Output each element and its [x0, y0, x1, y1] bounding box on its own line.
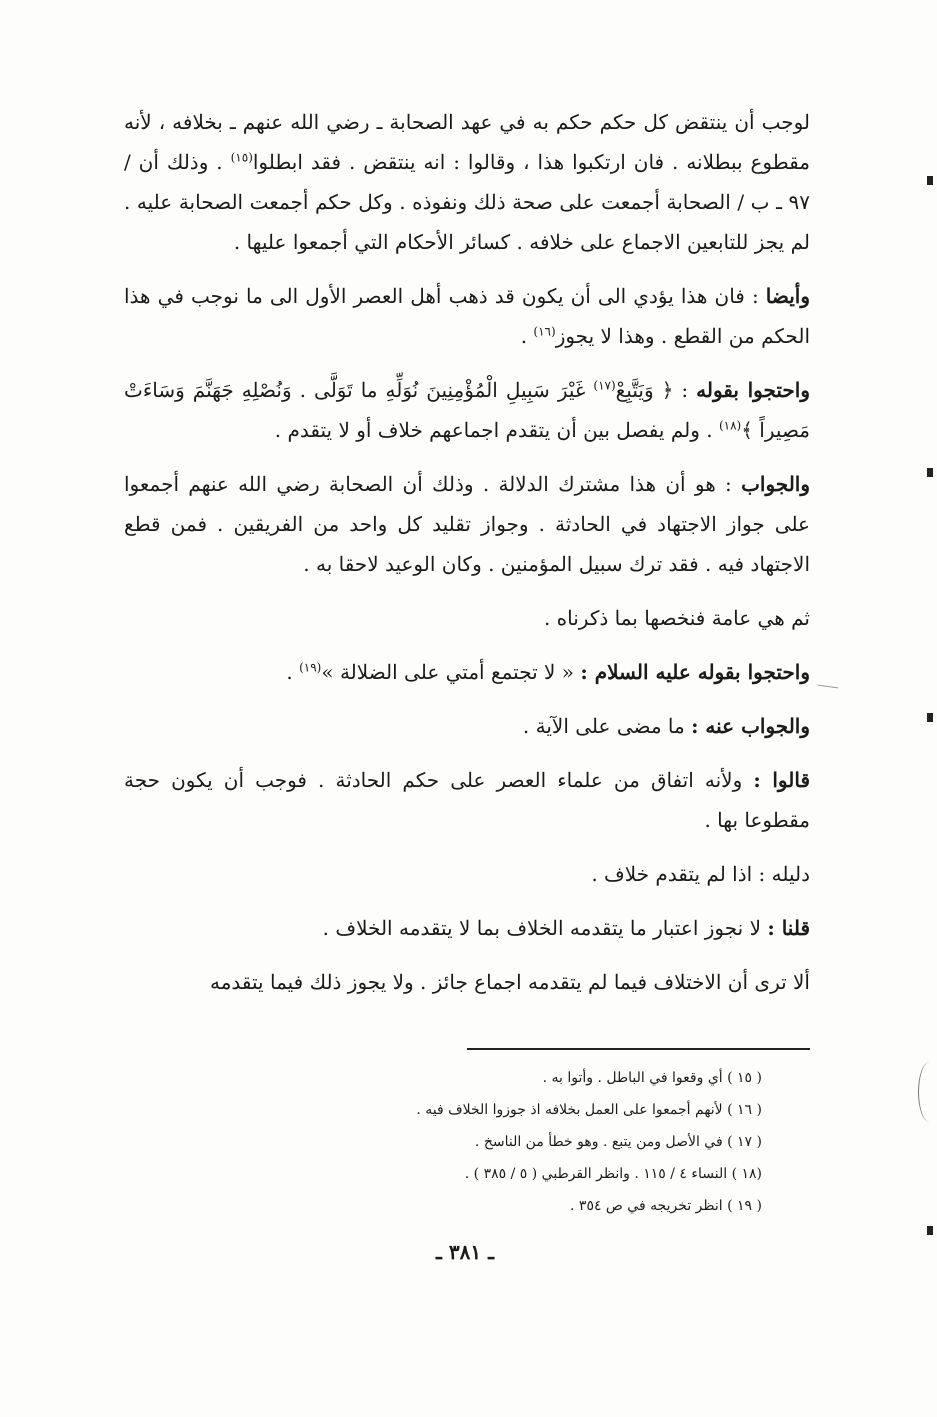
paragraph-text: لا نجوز اعتبار ما يتقدمه الخلاف بما لا يتقدمه الخلاف .: [322, 916, 768, 940]
paragraph-8: [124, 760, 810, 840]
paragraph-5: [124, 598, 810, 638]
paragraph-lead: واحتجوا بقوله: [696, 378, 810, 402]
paragraph-10: [124, 908, 810, 948]
footnote-ref: (١٨): [718, 418, 742, 433]
paragraph-text: ما مضى على الآية .: [522, 714, 692, 738]
hadith-quote: « لا تجتمع أمتي على الضلالة »: [321, 660, 581, 684]
footnote-17: ( ١٧ ) في الأصل ومن يتبع . وهو خطأ من الناسخ .: [474, 1134, 762, 1150]
paragraph-text: .: [286, 660, 300, 684]
footnote-15: ( ١٥ ) أي وقعوا في الباطل . وأتوا به .: [542, 1070, 762, 1086]
paragraph-11: [124, 962, 810, 1002]
paragraph-lead: قالوا :: [753, 768, 811, 792]
footnote-18: (١٨ ) النساء ٤ / ١١٥ . وانظر القرطبي ( ٥ / ٣٨٥ ) .: [464, 1166, 762, 1182]
margin-mark: [927, 468, 933, 477]
footnote-16: ( ١٦ ) لأنهم أجمعوا على العمل بخلافه اذ جوزوا الخلاف فيه .: [416, 1102, 762, 1118]
paragraph-9: [124, 854, 810, 894]
footnote-ref: (١٧): [593, 378, 616, 393]
paragraph-7: [124, 706, 810, 746]
footnote-ref: (١٥): [230, 150, 253, 165]
paragraph-lead: قلنا :: [767, 916, 810, 940]
paragraph-3: [124, 370, 810, 450]
paragraph-lead: وأيضا: [765, 284, 810, 308]
paragraph-text: لوجب أن ينتقض كل حكم حكم به في عهد الصحابة ـ رضي الله عنهم ـ بخلافه ، لأنه مقطوع ببطلانه . فان ارتكبوا هذا ، وقالوا : انه ينتقض . فقد ابطلوا: [124, 110, 810, 174]
paragraph-text: .: [520, 324, 534, 348]
paragraph-6: [124, 652, 810, 692]
paragraph-text: ثم هي عامة فنخصها بما ذكرناه .: [543, 606, 810, 630]
scan-mark: [818, 685, 838, 689]
footnote-ref: (١٩): [299, 660, 322, 675]
paragraph-text: ألا ترى أن الاختلاف فيما لم يتقدمه اجماع جائز . ولا يجوز ذلك فيما يتقدمه: [209, 970, 810, 994]
paragraph-text: : ﴿ وَيَتَّبِعْ: [615, 378, 697, 402]
paragraph-text: دليله : اذا لم يتقدم خلاف .: [591, 862, 810, 886]
paragraph-2: [124, 276, 810, 356]
footnote-19: ( ١٩ ) انظر تخريجه في ص ٣٥٤ .: [570, 1198, 762, 1214]
margin-mark: [927, 1226, 933, 1235]
paragraph-lead: واحتجوا بقوله عليه السلام :: [580, 660, 810, 684]
paragraph-text: . وذلك أن / ٩٧ ـ ب / الصحابة أجمعت على صحة ذلك ونفوذه . وكل حكم أجمعت الصحابة عليه . لم يجز للتابعين الاجماع على خلافه . كسائر الأحكام التي أجمعوا عليها .: [124, 150, 810, 254]
paragraph-1: [124, 102, 810, 262]
paragraph-text: ولأنه اتفاق من علماء العصر على حكم الحادثة . فوجب أن يكون حجة مقطوعا بها .: [124, 768, 810, 832]
paragraph-text: . ولم يفصل بين أن يتقدم اجماعهم خلاف أو لا يتقدم .: [274, 418, 719, 442]
paragraph-lead: والجواب: [741, 472, 810, 496]
margin-mark: [927, 713, 933, 722]
main-text: [124, 102, 810, 1016]
margin-mark: [927, 176, 933, 185]
page-number: ـ ٣٨١ ـ: [436, 1240, 494, 1264]
footnote-ref: (١٦): [533, 324, 556, 339]
footnote-divider: [467, 1048, 810, 1050]
footnotes: [300, 1062, 762, 1222]
scan-mark: [918, 1062, 937, 1122]
paragraph-text: : هو أن هذا مشترك الدلالة . وذلك أن الصحابة رضي الله عنهم أجمعوا على جواز الاجتهاد في الحادثة . وجواز تقليد كل واحد من الفريقين . فمن قطع الاجتهاد فيه . فقد ترك سبيل المؤمنين . وكان الوعيد لاحقا به .: [124, 472, 810, 576]
paragraph-text: : فان هذا يؤدي الى أن يكون قد ذهب أهل العصر الأول الى ما نوجب في هذا الحكم من القطع . وهذا لا يجوز: [124, 284, 810, 348]
quran-verse: غَيْرَ سَبِيلِ الْمُؤْمِنِينَ نُوَلِّهِ ما تَوَلَّى . وَنُصْلِهِ جَهَنَّمَ وَسَاءَتْ مَصِيراً ﴾: [124, 378, 810, 442]
paragraph-4: [124, 464, 810, 584]
paragraph-lead: والجواب عنه :: [691, 714, 810, 738]
